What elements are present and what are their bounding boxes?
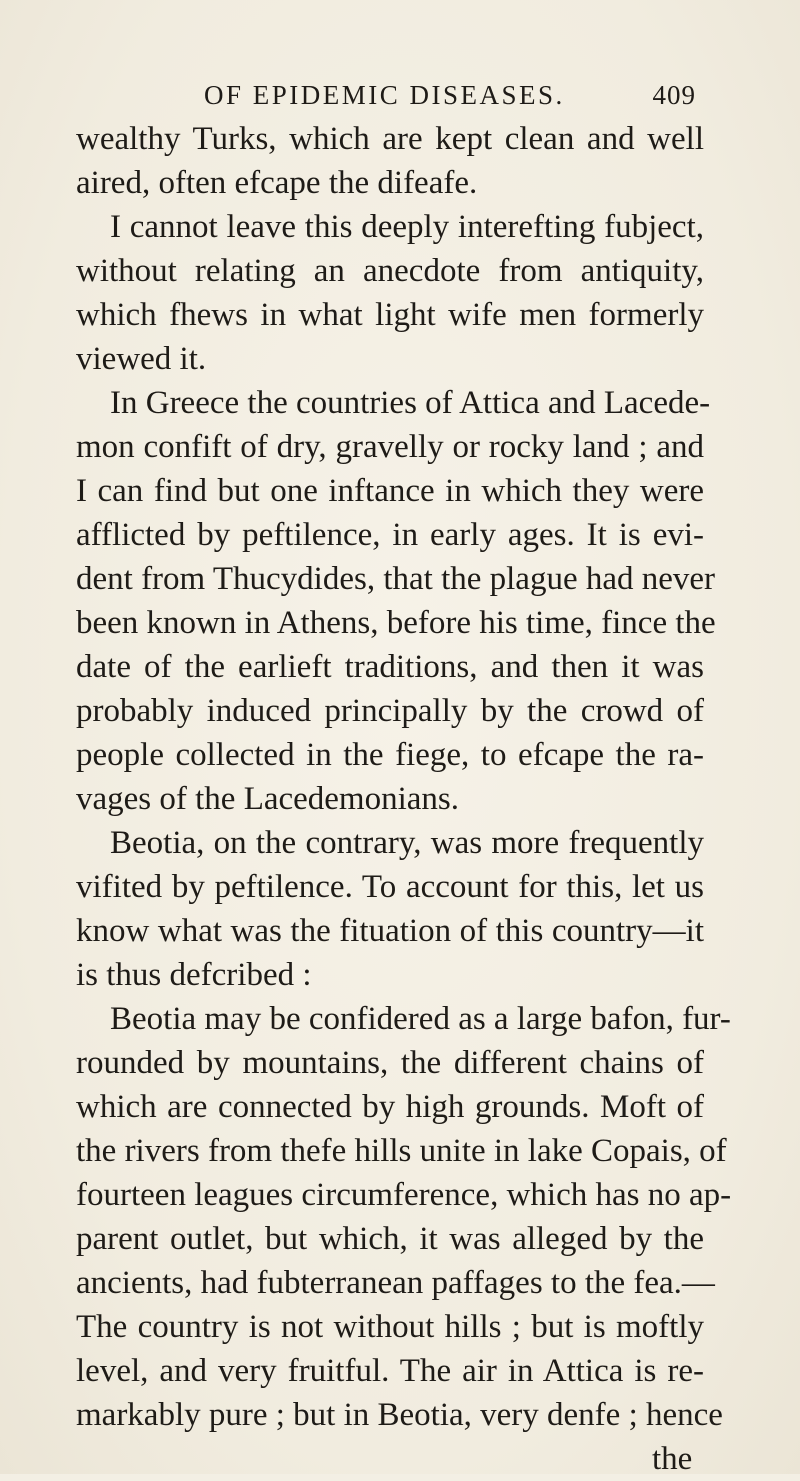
- text-line: been known in Athens, before his time, fince the: [76, 605, 716, 641]
- text-line: which are connected by high grounds. Moft of: [76, 1089, 704, 1125]
- text-line: is thus defcribed :: [76, 957, 312, 993]
- text-line: I cannot leave this deeply interefting fubject,: [110, 209, 704, 245]
- text-line: vifited by peftilence. To account for this, let us: [76, 869, 704, 905]
- text-line: ancients, had fubterranean paffages to the fea.—: [76, 1265, 715, 1301]
- text-line: markably pure ; but in Beotia, very denfe ; hence: [76, 1397, 723, 1433]
- text-line: without relating an anecdote from antiquity,: [76, 253, 704, 289]
- running-title: OF EPIDEMIC DISEASES.: [204, 80, 565, 110]
- text-line: In Greece the countries of Attica and Lacede-: [110, 385, 711, 421]
- text-line: parent outlet, but which, it was alleged by the: [76, 1221, 704, 1257]
- text-line: probably induced principally by the crowd of: [76, 693, 704, 729]
- text-line: The country is not without hills ; but is moftly: [76, 1309, 704, 1345]
- text-line: rounded by mountains, the different chains of: [76, 1045, 704, 1081]
- text-line: afflicted by peftilence, in early ages. It is evi-: [76, 517, 704, 553]
- text-line: fourteen leagues circumference, which has no ap-: [76, 1177, 732, 1213]
- text-line: the rivers from thefe hills unite in lake Copais, of: [76, 1133, 727, 1169]
- text-line: vages of the Lacedemonians.: [76, 781, 460, 817]
- page-number: 409: [652, 80, 696, 110]
- text-line: date of the earlieft traditions, and then it was: [76, 649, 704, 685]
- text-line: people collected in the fiege, to efcape the ra-: [76, 737, 704, 773]
- text-line: Beotia, on the contrary, was more frequently: [110, 825, 704, 861]
- text-line: wealthy Turks, which are kept clean and well: [76, 121, 704, 157]
- running-header: [204, 78, 704, 112]
- text-line: mon confift of dry, gravelly or rocky land ; and: [76, 429, 704, 465]
- text-line: aired, often efcape the difeafe.: [76, 165, 478, 201]
- text-line: viewed it.: [76, 341, 207, 377]
- text-line: which fhews in what light wife men formerly: [76, 297, 704, 333]
- text-line: Beotia may be confidered as a large bafon, fur-: [110, 1001, 731, 1037]
- text-line: level, and very fruitful. The air in Attica is re-: [76, 1353, 704, 1389]
- text-line: know what was the fituation of this country—it: [76, 913, 704, 949]
- text-line: dent from Thucydides, that the plague had never: [76, 561, 716, 597]
- catchword: the: [652, 1441, 693, 1477]
- text-line: I can find but one inftance in which they were: [76, 473, 704, 509]
